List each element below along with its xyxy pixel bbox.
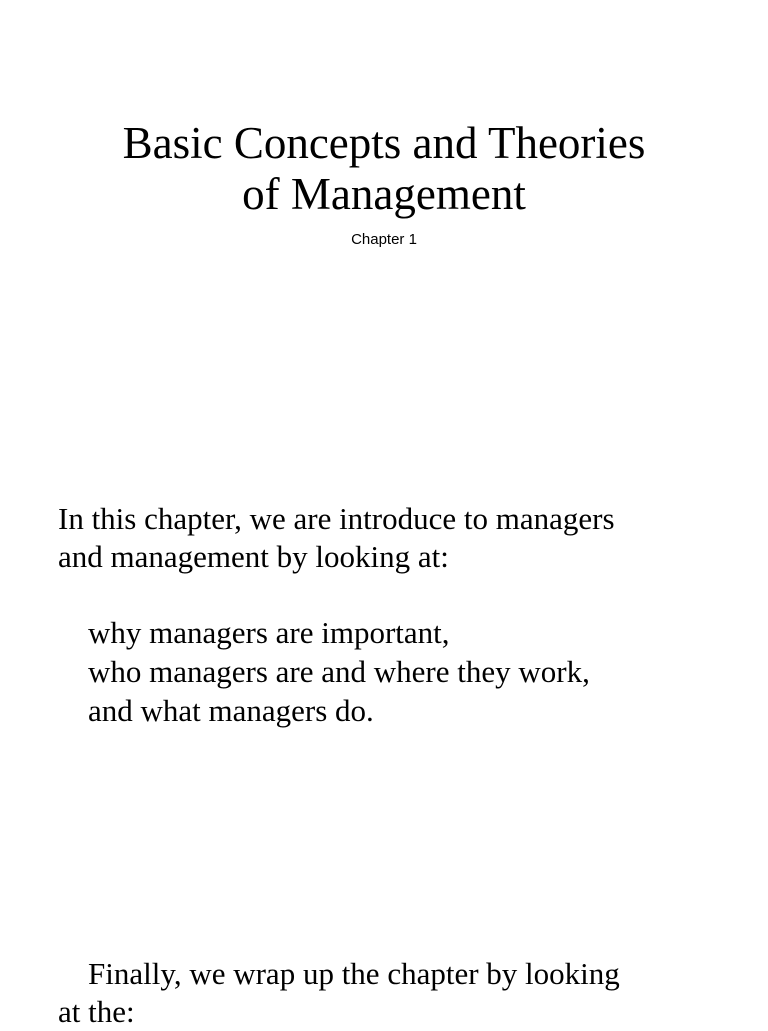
title-line-1: Basic Concepts and Theories — [122, 118, 646, 168]
point-item: who managers are and where they work, — [88, 654, 590, 689]
title-line-2: of Management — [242, 169, 526, 219]
point-item: why managers are important, — [88, 615, 450, 650]
closing-line-2: at the: — [58, 994, 135, 1029]
closing-line-1: Finally, we wrap up the chapter by looking — [88, 956, 620, 991]
point-item: and what managers do. — [88, 693, 374, 728]
chapter-label: Chapter 1 — [351, 231, 417, 248]
intro-line-1: In this chapter, we are introduce to managers — [58, 501, 615, 536]
intro-line-2: and management by looking at: — [58, 539, 449, 574]
